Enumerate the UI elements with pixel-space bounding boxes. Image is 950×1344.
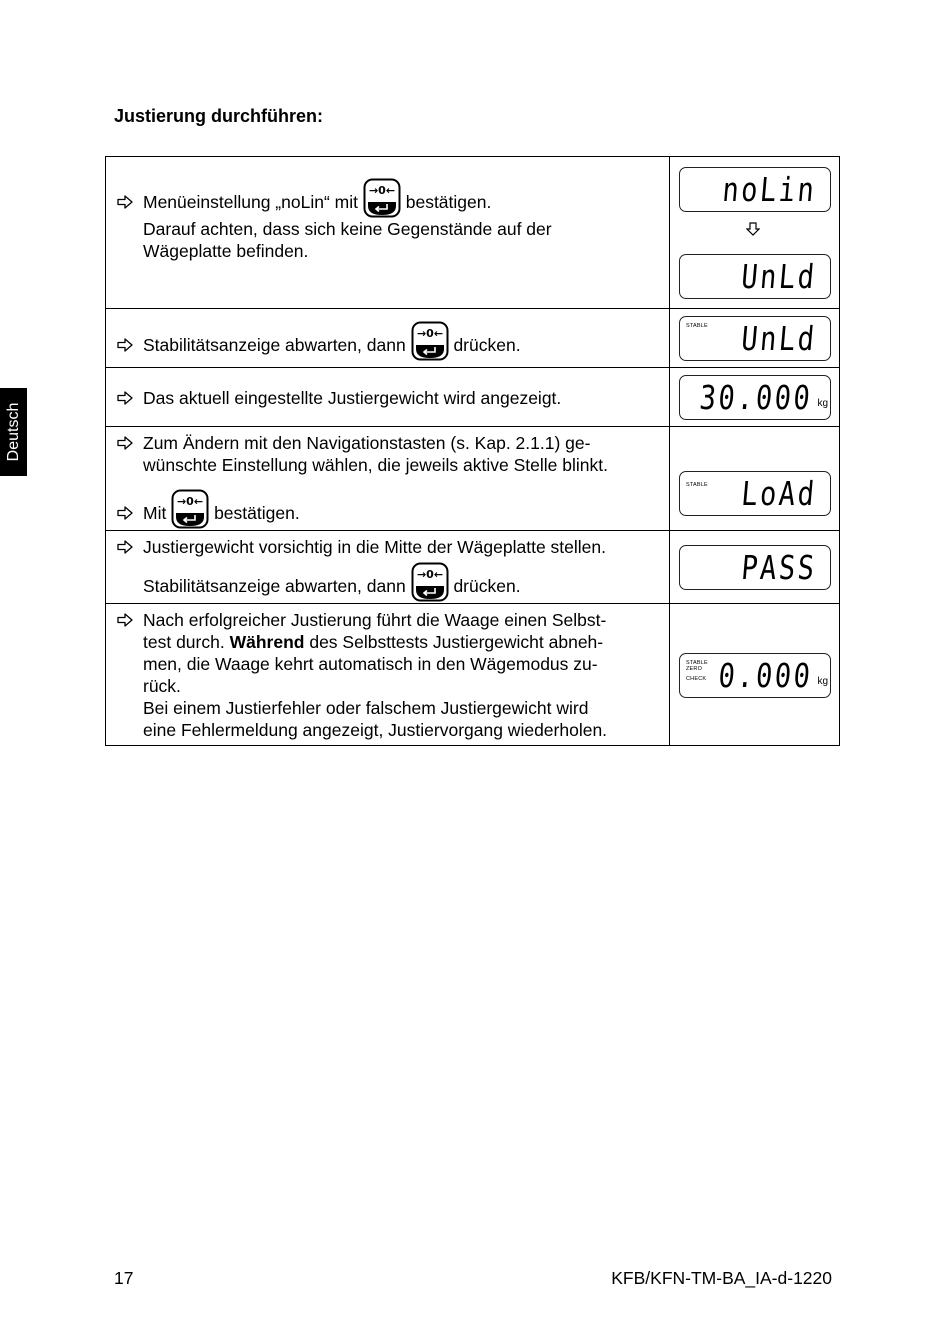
step-text: bestätigen. xyxy=(214,503,300,523)
step-text: men, die Waage kehrt automatisch in den Wägemodus zu- xyxy=(143,654,598,674)
display-cell xyxy=(670,427,840,531)
step-text-cell xyxy=(106,368,670,427)
step-text: des Selbsttests Justiergewicht abneh- xyxy=(309,632,604,652)
step-instruction-continued xyxy=(106,575,661,602)
display-cell xyxy=(670,604,840,746)
lcd-stable-indicator: STABLE xyxy=(686,482,708,488)
procedure-table xyxy=(105,156,840,746)
lcd-display xyxy=(679,167,831,212)
display-cell xyxy=(670,157,840,309)
language-side-tab xyxy=(0,388,27,476)
step-instruction xyxy=(106,609,661,741)
step-text: Mit xyxy=(143,503,167,523)
step-arrow-icon xyxy=(115,609,135,631)
step-arrow-icon xyxy=(115,387,135,409)
step-text: Stabilitätsanzeige abwarten, dann xyxy=(143,576,406,596)
display-cell xyxy=(670,309,840,368)
step-text-bold: Während xyxy=(229,632,305,652)
lcd-value: UnLd xyxy=(739,257,818,296)
step-instruction xyxy=(106,432,661,476)
step-text: Zum Ändern mit den Navigationstasten (s. Kap. 2.1.1) ge- xyxy=(143,433,591,453)
step-text: bestätigen. xyxy=(405,192,492,212)
step-instruction xyxy=(106,191,661,262)
lcd-display xyxy=(679,545,831,590)
step-text: Nach erfolgreicher Justierung führt die Waage einen Selbst- xyxy=(143,610,607,630)
step-text: Darauf achten, dass sich keine Gegenstände auf der xyxy=(143,219,552,239)
step-arrow-icon xyxy=(115,432,135,454)
lcd-display xyxy=(679,254,831,299)
table-row xyxy=(106,157,840,309)
step-arrow-icon xyxy=(115,502,135,524)
table-row xyxy=(106,309,840,368)
step-text: Wägeplatte befinden. xyxy=(143,241,309,261)
step-text: Stabilitätsanzeige abwarten, dann xyxy=(143,335,406,355)
lcd-unit: kg xyxy=(817,676,828,687)
step-text: Justiergewicht vorsichtig in die Mitte der Wägeplatte stellen. xyxy=(143,537,606,557)
table-row xyxy=(106,368,840,427)
zero-enter-key-icon xyxy=(363,178,401,218)
step-instruction xyxy=(106,536,661,558)
step-text-cell xyxy=(106,427,670,531)
step-text-cell xyxy=(106,604,670,746)
step-text: Menüeinstellung „noLin“ mit xyxy=(143,192,358,212)
lcd-check-indicator: CHECK xyxy=(686,676,707,682)
zero-enter-key-icon xyxy=(171,489,209,529)
step-instruction xyxy=(106,334,661,361)
step-text: eine Fehlermeldung angezeigt, Justiervorgang wiederholen. xyxy=(143,720,608,740)
lcd-display xyxy=(679,375,831,420)
step-arrow-icon xyxy=(115,191,135,213)
step-text-cell xyxy=(106,157,670,309)
lcd-value: UnLd xyxy=(739,319,818,358)
display-cell xyxy=(670,368,840,427)
step-text: drücken. xyxy=(453,576,521,596)
table-row xyxy=(106,531,840,604)
step-text: Bei einem Justierfehler oder falschem Justiergewicht wird xyxy=(143,698,589,718)
section-heading: Justierung durchführen: xyxy=(114,106,324,126)
step-text-cell xyxy=(106,309,670,368)
lcd-display xyxy=(679,653,831,698)
lcd-value: 0.000 xyxy=(716,656,814,695)
step-arrow-icon xyxy=(115,334,135,356)
step-text: rück. xyxy=(143,676,181,696)
lcd-display xyxy=(679,471,831,516)
language-label: Deutsch xyxy=(4,402,22,462)
lcd-unit: kg xyxy=(817,398,828,409)
step-text: test durch. xyxy=(143,632,225,652)
lcd-value: LoAd xyxy=(739,474,818,513)
step-arrow-icon xyxy=(115,536,135,558)
step-text: drücken. xyxy=(453,335,521,355)
down-arrow-icon xyxy=(746,221,760,237)
display-cell xyxy=(670,531,840,604)
lcd-stable-indicator: STABLE xyxy=(686,660,708,666)
step-text: wünschte Einstellung wählen, die jeweils aktive Stelle blinkt. xyxy=(143,455,608,475)
document-code: KFB/KFN-TM-BA_IA-d-1220 xyxy=(611,1268,832,1288)
step-text-cell xyxy=(106,531,670,604)
zero-enter-key-icon xyxy=(411,321,449,361)
zero-enter-key-icon xyxy=(411,562,449,602)
lcd-stable-indicator: STABLE xyxy=(686,323,708,329)
step-text: Das aktuell eingestellte Justiergewicht wird angezeigt. xyxy=(143,388,562,408)
lcd-value: 30.000 xyxy=(697,378,814,417)
table-row xyxy=(106,604,840,746)
page-number: 17 xyxy=(114,1268,134,1288)
lcd-display xyxy=(679,316,831,361)
lcd-value: PASS xyxy=(739,548,818,587)
step-instruction xyxy=(106,502,661,529)
table-row xyxy=(106,427,840,531)
lcd-value: noLin xyxy=(720,170,818,209)
step-instruction xyxy=(106,387,661,409)
lcd-zero-indicator: ZERO xyxy=(686,666,703,672)
